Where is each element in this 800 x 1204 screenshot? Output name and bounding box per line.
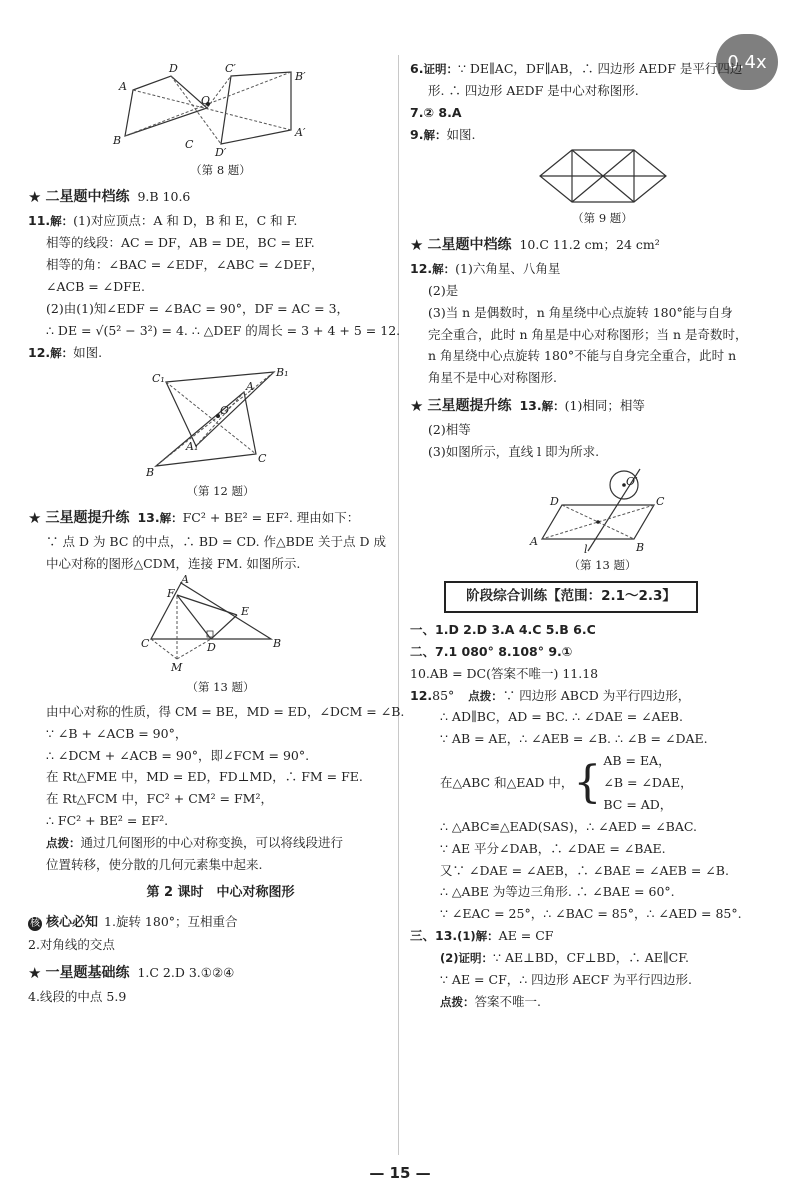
fig13r-label-c: C bbox=[655, 495, 664, 509]
answer-text: (1)六角星、八角星 bbox=[455, 260, 561, 276]
section-title: 二星题中档练 bbox=[45, 189, 130, 205]
answer-keyword: 解： bbox=[50, 214, 74, 229]
fig13r-label-d: D bbox=[549, 495, 559, 509]
figure-13-left-caption: （第 13 题） bbox=[186, 679, 255, 694]
q12r-line-4: 完全重合，此时 n 角星是中心对称图形；当 n 是奇数时， bbox=[428, 326, 748, 342]
system-eq-1: AB = EA， bbox=[603, 753, 671, 769]
fig13r-label-o-prime: O′ bbox=[625, 475, 638, 489]
stage-q13-tip bbox=[410, 991, 795, 1013]
stage-q12-line-8: ∵ ∠EAC = 25°，∴ ∠BAC = 85°，∴ ∠AED = 85°. bbox=[440, 906, 742, 922]
fig12-label-a: A bbox=[245, 379, 254, 393]
system-eq-3: BC = AD， bbox=[603, 796, 673, 812]
figure-13-right bbox=[528, 463, 678, 553]
fig8-label-d: D bbox=[168, 62, 178, 75]
q13-line-3: 中心对称的图形△CDM，连接 FM. 如图所示. bbox=[46, 555, 301, 571]
section-one-star bbox=[28, 960, 413, 986]
answer-keyword: 解： bbox=[423, 127, 447, 142]
fig12-label-b: B bbox=[145, 465, 154, 479]
brace-icon: { bbox=[573, 756, 602, 808]
q13-line-2: ∵ 点 D 为 BC 的中点，∴ BD = CD. 作△BDE 关于点 D 成 bbox=[46, 533, 386, 549]
stage-q13-line-2 bbox=[410, 947, 795, 969]
fig13l-label-c: C bbox=[140, 636, 149, 650]
q11-line-3: 相等的角：∠BAC = ∠EDF，∠ABC = ∠DEF， bbox=[46, 257, 324, 273]
answers-7-8: 7.② 8.A bbox=[410, 104, 462, 120]
answer-text: (1)对应顶点：A 和 D，B 和 E，C 和 F. bbox=[73, 213, 298, 229]
core-knowledge-icon: 核 bbox=[30, 917, 40, 929]
section-title: 核心必知 bbox=[46, 914, 99, 930]
core-answer-1: 1.旋转 180°；互相重合 bbox=[104, 913, 238, 929]
fig13r-label-a: A bbox=[529, 535, 538, 549]
q9-line bbox=[410, 124, 795, 146]
answer-text: 如图. bbox=[73, 344, 103, 360]
section-answers: 1.C 2.D 3.①②④ bbox=[137, 965, 235, 981]
section-answers: 10.C 11.2 cm；24 cm² bbox=[519, 236, 660, 252]
question-number: 13. bbox=[137, 509, 160, 525]
stage-q13-line-1 bbox=[410, 925, 795, 947]
question-number: 12. bbox=[410, 260, 433, 276]
answer-text: ∵ 四边形 ABCD 为平行四边形， bbox=[502, 687, 691, 703]
q11-line-1 bbox=[28, 210, 413, 232]
answer-text: AE = CF bbox=[498, 928, 554, 944]
fig12-label-c: C bbox=[257, 451, 266, 465]
stage-review-title: 阶段综合训练【范围：2.1～2.3】 bbox=[444, 581, 698, 613]
answer-keyword: 证明： bbox=[423, 62, 458, 76]
q12r-line-5: n 角星绕中心点旋转 180°不能与自身完全重合，此时 n bbox=[428, 348, 737, 364]
q12r-line-2: (2)是 bbox=[428, 282, 459, 298]
fig12-label-b1: B₁ bbox=[275, 365, 288, 379]
section-three-star-right bbox=[410, 393, 795, 419]
question-number: 9. bbox=[410, 126, 424, 142]
q13-line-4: 由中心对称的性质，得 CM = BE，MD = ED，∠DCM = ∠B. bbox=[46, 703, 405, 719]
stage-q12-line-1 bbox=[410, 685, 795, 707]
star-icon: ★ bbox=[410, 397, 424, 416]
figure-9 bbox=[538, 146, 668, 206]
fig13l-label-d: D bbox=[206, 640, 216, 654]
question-number: 11. bbox=[28, 213, 51, 229]
playback-speed-badge[interactable]: 0.4x bbox=[716, 34, 778, 90]
tip-keyword: 点拨： bbox=[468, 688, 503, 703]
fig13r-label-l: l bbox=[583, 543, 588, 554]
core-answer-2: 2.对角线的交点 bbox=[28, 937, 115, 953]
q6-line-2: 形. ∴ 四边形 AEDF 是中心对称图形. bbox=[428, 82, 639, 98]
answer-keyword: 解： bbox=[541, 399, 565, 414]
q11-line-6: ∴ DE = √(5² − 3²) = 4. ∴ △DEF 的周长 = 3 + 4 + 5 = 12. bbox=[46, 322, 401, 338]
figure-9-caption: （第 9 题） bbox=[572, 210, 633, 225]
fig12-label-c1: C₁ bbox=[151, 371, 165, 385]
fig13l-label-m: M bbox=[170, 660, 182, 674]
answer-text: 如图. bbox=[446, 126, 476, 142]
q12r-line-6: 角星不是中心对称图形. bbox=[428, 370, 557, 386]
system-equations bbox=[603, 750, 692, 816]
fig8-label-a-prime: A′ bbox=[294, 126, 305, 139]
tip-line-1 bbox=[28, 832, 413, 854]
stage-q12-line-3: ∵ AB = AE，∴ ∠AEB = ∠B. ∴ ∠B = ∠DAE. bbox=[440, 731, 708, 747]
answer-keyword: (1)解： bbox=[457, 929, 499, 944]
figure-8-caption: （第 8 题） bbox=[190, 163, 251, 177]
answer-value: 85° bbox=[432, 687, 455, 703]
stage-q12-line-5: ∵ AE 平分∠DAB，∴ ∠DAE = ∠BAE. bbox=[440, 840, 666, 856]
stage-answers-3: 10.AB = DC(答案不唯一) 11.18 bbox=[410, 665, 599, 681]
q12r-line-1 bbox=[410, 258, 795, 280]
q13r-line-3: (3)如图所示，直线 l 即为所求. bbox=[428, 444, 600, 460]
star-icon: ★ bbox=[410, 235, 424, 254]
section-two-star-right bbox=[410, 232, 795, 258]
section-title: 二星题中档练 bbox=[427, 236, 512, 253]
stage-q12-line-2: ∴ AD∥BC，AD = BC. ∴ ∠DAE = ∠AEB. bbox=[440, 709, 683, 725]
tip-keyword: 点拨： bbox=[440, 994, 475, 1009]
stage-q12-system bbox=[410, 750, 795, 816]
figure-8 bbox=[111, 58, 331, 158]
tip-text: 通过几何图形的中心对称变换，可以将线段进行 bbox=[80, 835, 344, 850]
question-number: 6. bbox=[410, 61, 424, 76]
q13-line-7: 在 Rt△FME 中，MD = ED，FD⊥MD，∴ FM = FE. bbox=[46, 769, 363, 785]
question-number: 12. bbox=[410, 687, 433, 703]
q13-line-5: ∵ ∠B + ∠ACB = 90°， bbox=[46, 725, 188, 741]
lesson-title: 第 2 课时 中心对称图形 bbox=[146, 884, 295, 900]
answer-keyword: 解： bbox=[159, 510, 183, 525]
q13r-line-2: (2)相等 bbox=[428, 422, 471, 438]
section-title: 三星题提升练 bbox=[45, 509, 130, 526]
q6-line-1 bbox=[410, 58, 795, 80]
section-two-star bbox=[28, 184, 413, 210]
q11-line-2: 相等的线段：AC = DF，AB = DE，BC = EF. bbox=[46, 235, 315, 251]
star-icon: ★ bbox=[28, 964, 42, 983]
page-number: — 15 — bbox=[369, 1164, 431, 1182]
question-number: 13. bbox=[519, 398, 542, 414]
tip-line-2: 位置转移，使分散的几何元素集中起来. bbox=[46, 856, 263, 872]
fig8-label-a: A bbox=[118, 80, 127, 93]
tip-keyword: 点拨： bbox=[46, 836, 81, 850]
q11-line-5: (2)由(1)知∠EDF = ∠BAC = 90°，DF = AC = 3， bbox=[46, 300, 350, 316]
stage-answers-2: 二、7.1 080° 8.108° 9.① bbox=[410, 643, 573, 659]
stage-q12-line-6: 又∵ ∠DAE = ∠AEB，∴ ∠BAE = ∠AEB = ∠B. bbox=[440, 862, 729, 878]
answers-4-5: 4.线段的中点 5.9 bbox=[28, 989, 127, 1005]
q13-line-9: ∴ FC² + BE² = EF². bbox=[46, 813, 169, 829]
answer-text: (1)相同；相等 bbox=[564, 398, 645, 414]
q13-line-8: 在 Rt△FCM 中，FC² + CM² = FM²， bbox=[46, 791, 273, 807]
section-three-star bbox=[28, 505, 413, 531]
q11-line-4: ∠ACB = ∠DFE. bbox=[46, 279, 145, 294]
stage-q13-line-3: ∵ AE = CF，∴ 四边形 AECF 为平行四边形. bbox=[440, 971, 692, 987]
figure-13-right-caption: （第 13 题） bbox=[568, 558, 637, 573]
system-prefix: 在△ABC 和△EAD 中， bbox=[440, 775, 574, 790]
answer-text: FC² + BE² = EF². 理由如下： bbox=[182, 509, 360, 525]
answer-text: ∵ AE⊥BD，CF⊥BD，∴ AE∥CF. bbox=[493, 950, 689, 965]
figure-12 bbox=[146, 364, 296, 479]
figure-13-left bbox=[141, 575, 301, 675]
fig8-label-c-prime: C′ bbox=[224, 62, 236, 75]
fig8-label-b: B bbox=[112, 134, 121, 147]
section-title: 一星题基础练 bbox=[45, 965, 130, 981]
right-column bbox=[410, 58, 795, 1013]
fig8-label-b-prime: B′ bbox=[294, 70, 306, 83]
figure-12-caption: （第 12 题） bbox=[186, 483, 255, 498]
answer-keyword: 解： bbox=[432, 261, 456, 276]
system-eq-2: ∠B = ∠DAE， bbox=[603, 775, 693, 790]
stage-q12-line-4: ∴ △ABC≌△EAD(SAS)，∴ ∠AED = ∠BAC. bbox=[440, 818, 697, 834]
fig8-label-o: O bbox=[200, 94, 210, 107]
fig13l-label-a: A bbox=[180, 574, 189, 586]
q13-line-6: ∴ ∠DCM + ∠ACB = 90°，即∠FCM = 90°. bbox=[46, 747, 310, 763]
fig13r-label-b: B bbox=[635, 541, 644, 554]
left-column bbox=[28, 0, 413, 1008]
answer-keyword: (2)证明： bbox=[440, 951, 494, 965]
q12-line bbox=[28, 342, 413, 364]
stage-answers-1: 一、1.D 2.D 3.A 4.C 5.B 6.C bbox=[410, 621, 596, 637]
fig12-label-a1: A₁ bbox=[185, 439, 198, 453]
star-icon: ★ bbox=[28, 188, 42, 207]
fig8-label-d-prime: D′ bbox=[214, 146, 226, 158]
fig8-label-c: C bbox=[184, 138, 193, 151]
q12r-line-3: (3)当 n 是偶数时，n 角星绕中心点旋转 180°能与自身 bbox=[428, 304, 733, 320]
fig13l-label-f: F bbox=[166, 586, 175, 600]
star-icon: ★ bbox=[28, 508, 42, 527]
section-answers: 9.B 10.6 bbox=[137, 189, 191, 205]
tip-text: 答案不唯一. bbox=[474, 993, 541, 1009]
question-number: 12. bbox=[28, 344, 51, 360]
stage-q12-line-7: ∴ △ABE 为等边三角形. ∴ ∠BAE = 60°. bbox=[440, 884, 675, 900]
core-section bbox=[28, 911, 413, 935]
fig13l-label-e: E bbox=[240, 604, 249, 618]
question-number: 三、13. bbox=[410, 928, 458, 944]
fig13l-label-b: B bbox=[272, 636, 281, 650]
answer-text: ∵ DE∥AC，DF∥AB，∴ 四边形 AEDF 是平行四边 bbox=[457, 61, 743, 76]
section-title: 三星题提升练 bbox=[427, 398, 512, 414]
answer-keyword: 解： bbox=[50, 345, 74, 360]
fig12-label-o: O bbox=[219, 403, 229, 417]
